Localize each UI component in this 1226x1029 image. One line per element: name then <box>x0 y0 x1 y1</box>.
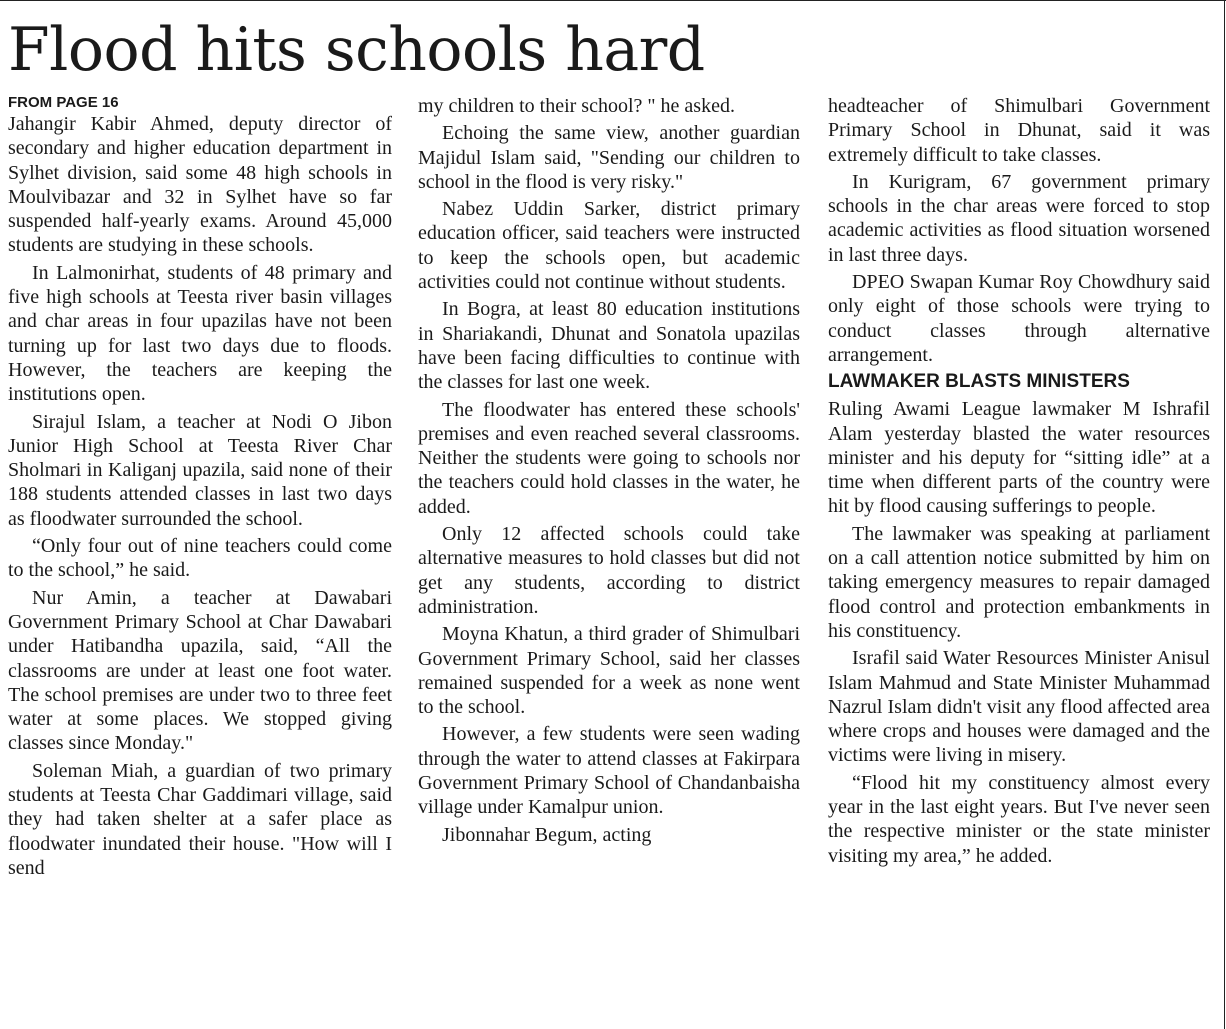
article-column-3 <box>828 94 1210 1024</box>
article-paragraph: Moyna Khatun, a third grader of Shimulbari Government Primary School, said her classes remained suspended for a week as none went to the school. <box>418 623 800 719</box>
article-column-2 <box>418 94 800 1024</box>
article-paragraph: Soleman Miah, a guardian of two primary students at Teesta Char Gaddimari village, said they had taken shelter at a safer place as floodwater inundated their house. "How will I send <box>8 759 392 879</box>
article-paragraph: In Lalmonirhat, students of 48 primary and five high schools at Teesta river basin villages and char areas in four upazilas have not been turning up for last two days due to floods. However, the teachers are keeping the institutions open. <box>8 261 392 406</box>
article-paragraph: Jibonnahar Begum, acting <box>442 823 652 846</box>
article-paragraph: my children to their school? " he asked. <box>418 95 735 117</box>
section-subhead: LAWMAKER BLASTS MINISTERS <box>828 371 1130 393</box>
kicker: FROM PAGE 16 <box>8 94 119 111</box>
article-paragraph: In Bogra, at least 80 education institutions in Shariakandi, Dhunat and Sonatola upazilas have been facing difficulties to continue with the classes for last one week. <box>418 298 800 394</box>
article-paragraph: Echoing the same view, another guardian Majidul Islam said, "Sending our children to school in the flood is very risky." <box>418 122 800 193</box>
article-column-1 <box>8 94 392 1024</box>
top-rule <box>0 0 1226 1</box>
article-paragraph: Ruling Awami League lawmaker M Ishrafil Alam yesterday blasted the water resources minister and his deputy for “sitting idle” at a time when different parts of the country were hit by flood causing sufferings to people. <box>828 398 1210 518</box>
headline: Flood hits schools hard <box>8 15 705 85</box>
article-paragraph: “Flood hit my constituency almost every year in the last eight years. But I've never seen the respective minister or the state minister visiting my area,” he added. <box>828 771 1210 867</box>
article-paragraph: The lawmaker was speaking at parliament on a call attention notice submitted by him on taking emergency measures to repair damaged flood control and protection embankments in his constituency. <box>828 522 1210 642</box>
right-rule <box>1224 0 1225 1029</box>
article-paragraph: Only 12 affected schools could take alternative measures to hold classes but did not get any students, according to district administration. <box>418 523 800 618</box>
article-paragraph: Israfil said Water Resources Minister Anisul Islam Mahmud and State Minister Muhammad Nazrul Islam didn't visit any flood affected area where crops and houses were damaged and the victims were living in misery. <box>828 647 1210 767</box>
article-paragraph: Sirajul Islam, a teacher at Nodi O Jibon Junior High School at Teesta River Char Sholmari in Kaliganj upazila, said none of their 188 students attended classes in last two days as floodwater surrounded the school. <box>8 410 392 530</box>
article-paragraph: Nabez Uddin Sarker, district primary education officer, said teachers were instructed to keep the schools open, but academic activities could not continue without students. <box>418 198 800 294</box>
article-paragraph: However, a few students were seen wading through the water to attend classes at Fakirpara Government Primary School of Chandanbaisha village under Kamalpur union. <box>418 723 800 819</box>
article-paragraph: DPEO Swapan Kumar Roy Chowdhury said only eight of those schools were trying to conduct classes through alternative arrangement. <box>828 271 1210 366</box>
article-paragraph: Nur Amin, a teacher at Dawabari Government Primary School at Char Dawabari under Hatibandha upazila, said, “All the classrooms are under at least one foot water. The school premises are under two to three feet water at some places. We stopped giving classes since Monday." <box>8 586 392 755</box>
article-paragraph: In Kurigram, 67 government primary schools in the char areas were forced to stop academic activities as flood situation worsened in last three days. <box>828 170 1210 266</box>
article-paragraph: “Only four out of nine teachers could come to the school,” he said. <box>8 535 392 582</box>
article-paragraph: headteacher of Shimulbari Government Primary School in Dhunat, said it was extremely difficult to take classes. <box>828 95 1210 166</box>
article-paragraph: The floodwater has entered these schools' premises and even reached several classrooms. Neither the students were going to schools nor the teachers could hold classes in the water, he added. <box>418 398 800 518</box>
article-paragraph: Jahangir Kabir Ahmed, deputy director of secondary and higher education department in Sylhet division, said some 48 high schools in Moulvibazar and 32 in Sylhet have so far suspended half-yearly exams. Around 45,000 students are studying in these schools. <box>8 113 392 257</box>
